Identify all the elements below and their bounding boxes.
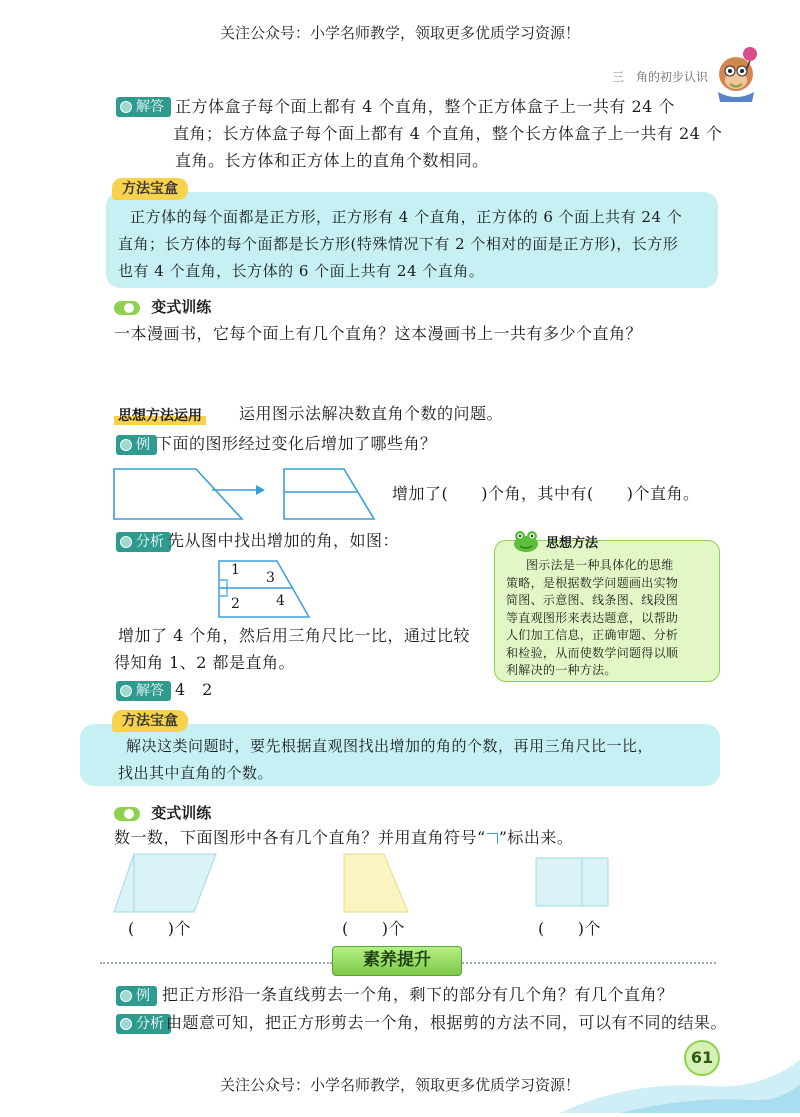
- page-number: 61: [684, 1040, 720, 1076]
- practice-heading-2: 变式训练: [114, 802, 211, 823]
- method-box-2-text: 解决这类问题时，要先根据直观图找出增加的角的个数，再用三角尺比一比， 找出其中直角的个数。: [118, 737, 654, 782]
- trapezoid-after: [280, 464, 380, 524]
- analysis-tag-1: 分析: [116, 531, 171, 552]
- practice-pill-icon: [114, 301, 140, 315]
- method-box-1-text: 正方体的每个面都是正方形，正方形有 4 个直角，正方体的 6 个面上共有 24 个 直角；长方体的每个面都是长方形(特殊情况下有 2 个相对的面是正方形)，长方形 也有 4 个直角，长方体的 6 个面上共有 24 个直角。: [118, 208, 683, 280]
- tag-dot-icon: [120, 1018, 132, 1030]
- analysis1-text: 先从图中找出增加的角，如图：: [168, 531, 400, 550]
- right-angle-symbol-icon: [487, 833, 498, 844]
- angle-diagram: [215, 558, 315, 620]
- tag-dot-icon: [120, 536, 132, 548]
- answer2-text: 4 2: [175, 680, 213, 699]
- analysis-tag-2: 分析: [116, 1013, 171, 1034]
- practice-pill-icon: [114, 807, 140, 821]
- blank-answer: 增加了( )个角，其中有( )个直角。: [392, 484, 700, 503]
- trapezoid-figure: [340, 852, 412, 914]
- method-box-1-title: 方法宝盒: [112, 178, 188, 200]
- method-note-title: 思想方法: [546, 536, 599, 551]
- answer-tag-2: 解答: [116, 680, 171, 701]
- tag-dot-icon: [120, 685, 132, 697]
- example-tag-2: 例: [116, 985, 157, 1006]
- tag-dot-icon: [120, 990, 132, 1002]
- angle-label-3: 3: [266, 570, 275, 586]
- blank-count-2: ( )个: [342, 919, 405, 938]
- quality-example: 把正方形沿一条直线剪去一个角，剩下的部分有几个角？有几个直角？: [162, 985, 674, 1004]
- parallelogram-figure: [112, 852, 222, 914]
- tag-dot-icon: [120, 101, 132, 113]
- angle-label-4: 4: [276, 593, 285, 609]
- quality-analysis: 由题意可知，把正方形剪去一个角，根据剪的方法不同，可以有不同的结果。: [166, 1013, 728, 1032]
- tag-dot-icon: [120, 439, 132, 451]
- example-tag-1: 例: [116, 434, 157, 455]
- divider-left: [100, 962, 332, 964]
- transform-arrow-icon: [210, 482, 266, 496]
- divider-right: [462, 962, 716, 964]
- method-note-text: 图示法是一种具体化的思维 策略，是根据数学问题画出实物 简图、示意图、线条图、线段图 等直观图形来表达题意，以帮助 人们加工信息，正确审题、分析 和检验，从而使数学问题得以顺 利解决的一种方法。: [506, 558, 679, 677]
- top-banner: 关注公众号：小学名师教学，领取更多优质学习资源！: [219, 24, 580, 42]
- frog-icon: [512, 529, 540, 553]
- conclusion-text: 增加了 4 个角，然后用三角尺比一比，通过比较 得知角 1、2 都是直角。: [114, 626, 470, 672]
- practice1-question: 一本漫画书，它每个面上有几个直角？这本漫画书上一共有多少个直角？: [114, 324, 643, 343]
- thinking-use-title: 思想方法运用: [114, 405, 206, 425]
- thinking-intro: 运用图示法解决数直角个数的问题。: [239, 404, 504, 423]
- practice2-question: 数一数，下面图形中各有几个直角？并用直角符号“ ”标出来。: [114, 828, 574, 847]
- angle-label-1: 1: [231, 562, 240, 578]
- example1-question: 下面的图形经过变化后增加了哪些角？: [156, 434, 437, 453]
- practice-heading-1: 变式训练: [114, 296, 211, 317]
- bottom-banner: 关注公众号：小学名师教学，领取更多优质学习资源！: [219, 1076, 580, 1094]
- method-box-2-title: 方法宝盒: [112, 710, 188, 732]
- angle-label-2: 2: [231, 596, 240, 612]
- answer-tag: 解答: [116, 96, 171, 117]
- chapter-header: 三 角的初步认识: [612, 70, 709, 84]
- quality-banner: 素养提升: [332, 946, 462, 976]
- blank-count-1: ( )个: [128, 919, 191, 938]
- blank-count-3: ( )个: [538, 919, 601, 938]
- answer1-text: 正方体盒子每个面上都有 4 个直角，整个正方体盒子上一共有 24 个 直角；长方体盒子每个面上都有 4 个直角，整个长方体盒子上一共有 24 个 直角。长方体和正方体上的直角个数相同。: [173, 97, 723, 170]
- rectangle-figure: [534, 856, 610, 908]
